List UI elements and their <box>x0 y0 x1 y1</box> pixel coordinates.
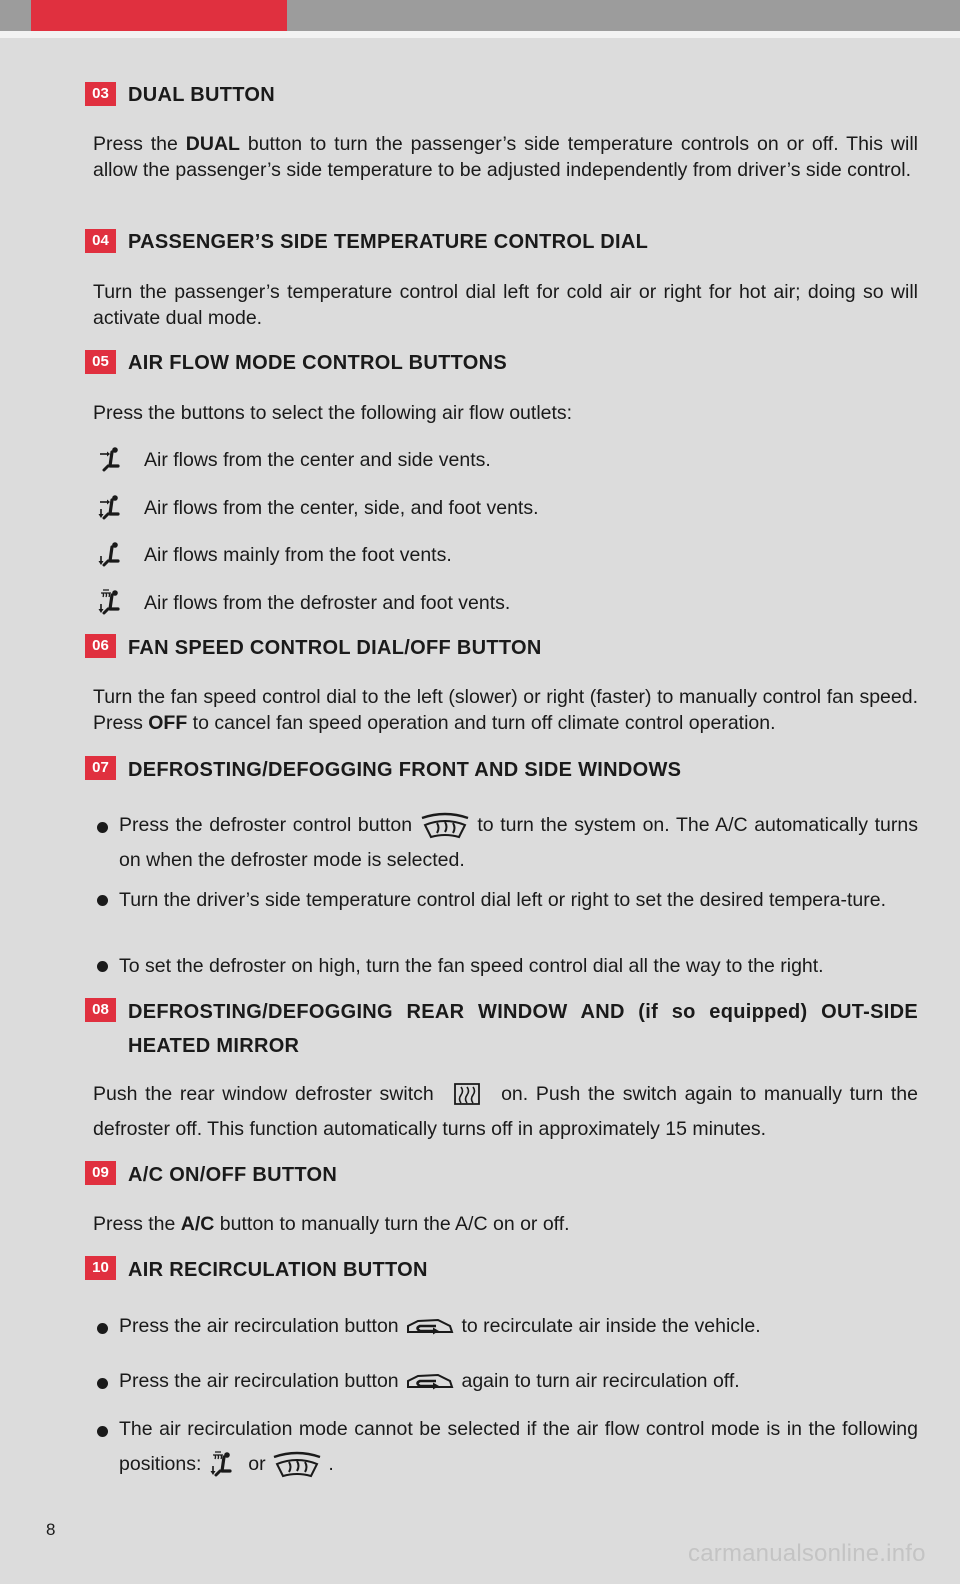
header-bar <box>0 0 960 31</box>
header-divider <box>0 31 960 38</box>
section-badge-05: 05 <box>85 350 116 374</box>
section-title-recirculation: AIR RECIRCULATION BUTTON <box>128 1259 428 1281</box>
bullet-dot <box>97 1323 108 1334</box>
section-title-rear-defrost: DEFROSTING/DEFOGGING REAR WINDOW AND (if so equipped) OUT-SIDE HEATED MIRROR <box>128 1001 918 1057</box>
section-badge-08: 08 <box>85 998 116 1022</box>
defroster-icon <box>271 1450 323 1480</box>
section-badge-09: 09 <box>85 1161 116 1185</box>
watermark: carmanualsonline.info <box>688 1540 926 1567</box>
recirculation-icon <box>404 1312 456 1342</box>
mode-description: Air flows from the defroster and foot vents. <box>144 592 511 614</box>
header-accent <box>31 0 287 31</box>
section-title-front-defrost: DEFROSTING/DEFOGGING FRONT AND SIDE WINDOWS <box>128 759 682 781</box>
bullet-dot <box>97 961 108 972</box>
mode-description: Air flows from the center, side, and foot vents. <box>144 497 539 519</box>
section-body-passenger-temp-dial: Turn the passenger’s temperature control dial left for cold air or right for hot air; doing so will activate dual mode. <box>93 281 918 329</box>
page-number: 8 <box>46 1520 56 1539</box>
bullet-dot <box>97 822 108 833</box>
section-badge-04: 04 <box>85 229 116 253</box>
defrost-foot-mode-icon <box>97 588 129 618</box>
bullet-dot <box>97 895 108 906</box>
section-title-dual-button: DUAL BUTTON <box>128 84 276 106</box>
rear-defroster-icon <box>441 1080 493 1110</box>
section-title-ac-button: A/C ON/OFF BUTTON <box>128 1164 338 1186</box>
defrost-foot-mode-icon <box>207 1450 243 1480</box>
section-title-passenger-temp-dial: PASSENGER’S SIDE TEMPERATURE CONTROL DIAL <box>128 231 649 253</box>
defroster-icon <box>419 811 471 841</box>
section-body-air-flow-mode: Press the buttons to select the following air flow outlets: <box>93 402 573 424</box>
section-title-fan-speed: FAN SPEED CONTROL DIAL/OFF BUTTON <box>128 637 542 659</box>
recirculation-icon <box>404 1367 456 1397</box>
section-body-rear-defrost: Push the rear window defroster switch on. Push the switch again to manually turn the defroster off. This function automatically turns off in approximately 15 minutes. <box>93 1077 918 1147</box>
section-badge-06: 06 <box>85 634 116 658</box>
section-body-fan-speed: Turn the fan speed control dial to the left (slower) or right (faster) to manually control fan speed. Press OFF to cancel fan speed operation and turn off climate control operation. <box>93 686 918 734</box>
mode-description: Air flows from the center and side vents. <box>144 449 491 471</box>
vent-mode-icon <box>97 445 129 475</box>
foot-mode-icon <box>97 540 129 570</box>
mode-description: Air flows mainly from the foot vents. <box>144 544 452 566</box>
bi-level-mode-icon <box>97 493 129 523</box>
section-body-ac-button: Press the A/C button to manually turn the A/C on or off. <box>93 1213 570 1235</box>
section-badge-10: 10 <box>85 1256 116 1280</box>
bullet-dot <box>97 1426 108 1437</box>
section-badge-07: 07 <box>85 756 116 780</box>
section-body-dual-button: Press the DUAL button to turn the passenger’s side temperature controls on or off. This will allow the passenger’s side temperature to be adjusted independently from driver’s side control. <box>93 133 918 181</box>
bullet-dot <box>97 1378 108 1389</box>
section-title-air-flow-mode: AIR FLOW MODE CONTROL BUTTONS <box>128 352 508 374</box>
section-badge-03: 03 <box>85 82 116 106</box>
